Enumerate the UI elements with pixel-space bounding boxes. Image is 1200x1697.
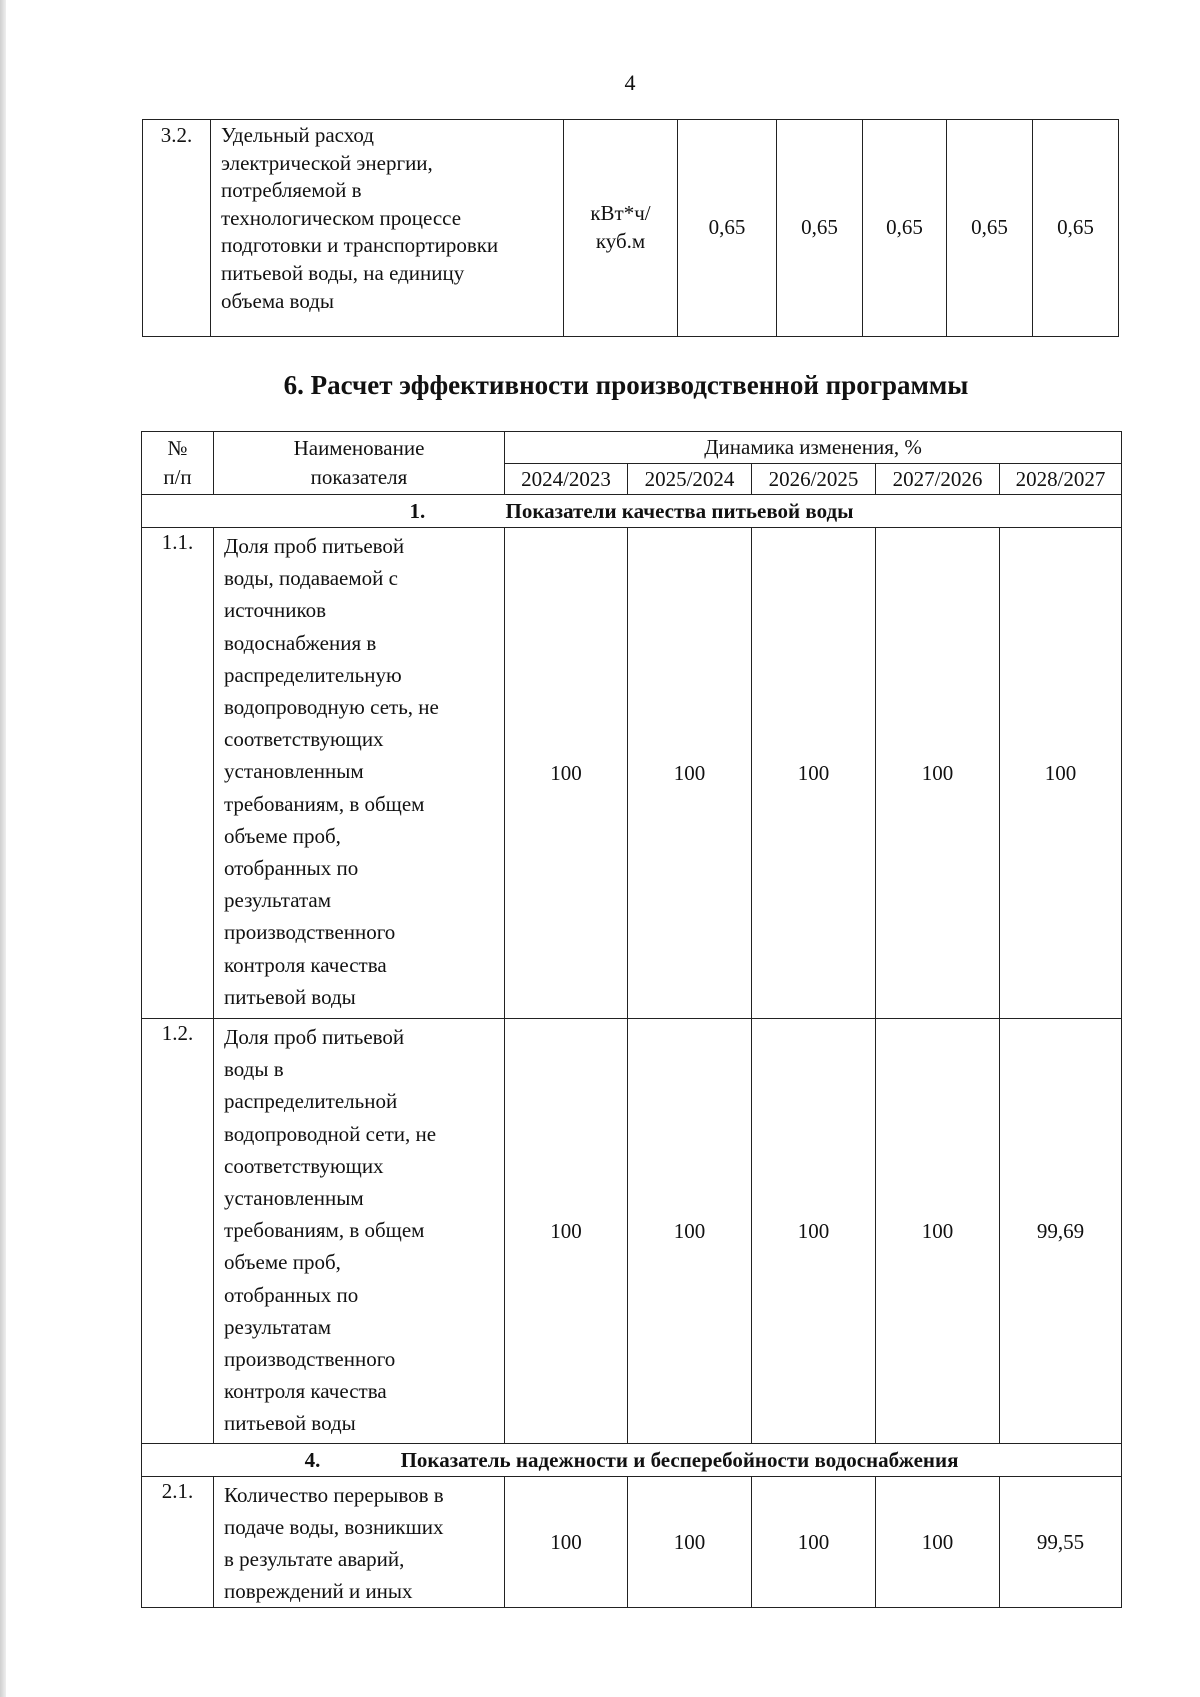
header-period: 2024/2023 [505, 464, 628, 495]
section-heading: 6. Расчет эффективности производственной программы [283, 370, 969, 400]
table-row [143, 120, 1119, 337]
table-header-row [142, 432, 1122, 464]
value-cell: 100 [752, 528, 876, 1019]
section-cell: 4. Показатель надежности и бесперебойности водоснабжения [142, 1444, 1122, 1477]
row-number: 3.2. [143, 120, 211, 337]
value-cell: 100 [876, 1477, 1000, 1608]
header-number: № п/п [142, 432, 214, 495]
row-number: 2.1. [142, 1477, 214, 1608]
efficiency-table [141, 431, 1122, 1608]
value-cell: 99,55 [1000, 1477, 1122, 1608]
value-cell: 100 [876, 1019, 1000, 1444]
section-row [142, 1444, 1122, 1477]
section-row [142, 495, 1122, 528]
indicator-name: Количество перерывов в подаче воды, возникших в результате аварий, повреждений и иных [214, 1477, 505, 1608]
value-cell: 100 [752, 1477, 876, 1608]
value-cell: 100 [505, 1019, 628, 1444]
value-cell: 0,65 [947, 120, 1033, 337]
value-cell: 100 [628, 1019, 752, 1444]
value-cell: 100 [752, 1019, 876, 1444]
table-row [142, 1019, 1122, 1444]
value-cell: 100 [505, 1477, 628, 1608]
scan-edge [0, 0, 6, 1697]
value-cell: 0,65 [777, 120, 863, 337]
value-cell: 100 [505, 528, 628, 1019]
header-period: 2027/2026 [876, 464, 1000, 495]
value-cell: 0,65 [1033, 120, 1119, 337]
table-row [142, 528, 1122, 1019]
header-period: 2028/2027 [1000, 464, 1122, 495]
header-dynamics: Динамика изменения, % [505, 432, 1122, 464]
indicator-name: Удельный расход электрической энергии, потребляемой в технологическом процессе подготовки и транспортировки питьевой воды, на единицу объема воды [211, 120, 564, 337]
value-cell: 100 [876, 528, 1000, 1019]
section-cell: 1. Показатели качества питьевой воды [142, 495, 1122, 528]
header-name: Наименование показателя [214, 432, 505, 495]
indicator-name: Доля проб питьевой воды, подаваемой с источников водоснабжения в распределительную водопроводную сеть, не соответствующих установленным требованиям, в общем объеме проб, отобранных по результатам производственного контроля качества питьевой воды [214, 528, 505, 1019]
value-cell: 100 [1000, 528, 1122, 1019]
value-cell: 0,65 [678, 120, 777, 337]
unit-cell: кВт*ч/ куб.м [564, 120, 678, 337]
value-cell: 100 [628, 1477, 752, 1608]
value-cell: 100 [628, 528, 752, 1019]
value-cell: 0,65 [863, 120, 947, 337]
header-period: 2026/2025 [752, 464, 876, 495]
row-number: 1.2. [142, 1019, 214, 1444]
continuation-table [142, 119, 1119, 337]
indicator-name: Доля проб питьевой воды в распределительной водопроводной сети, не соответствующих установленным требованиям, в общем объеме проб, отобранных по результатам производственного контроля качества питьевой воды [214, 1019, 505, 1444]
page-number: 4 [624, 70, 636, 95]
value-cell: 99,69 [1000, 1019, 1122, 1444]
header-period: 2025/2024 [628, 464, 752, 495]
table-row [142, 1477, 1122, 1608]
row-number: 1.1. [142, 528, 214, 1019]
